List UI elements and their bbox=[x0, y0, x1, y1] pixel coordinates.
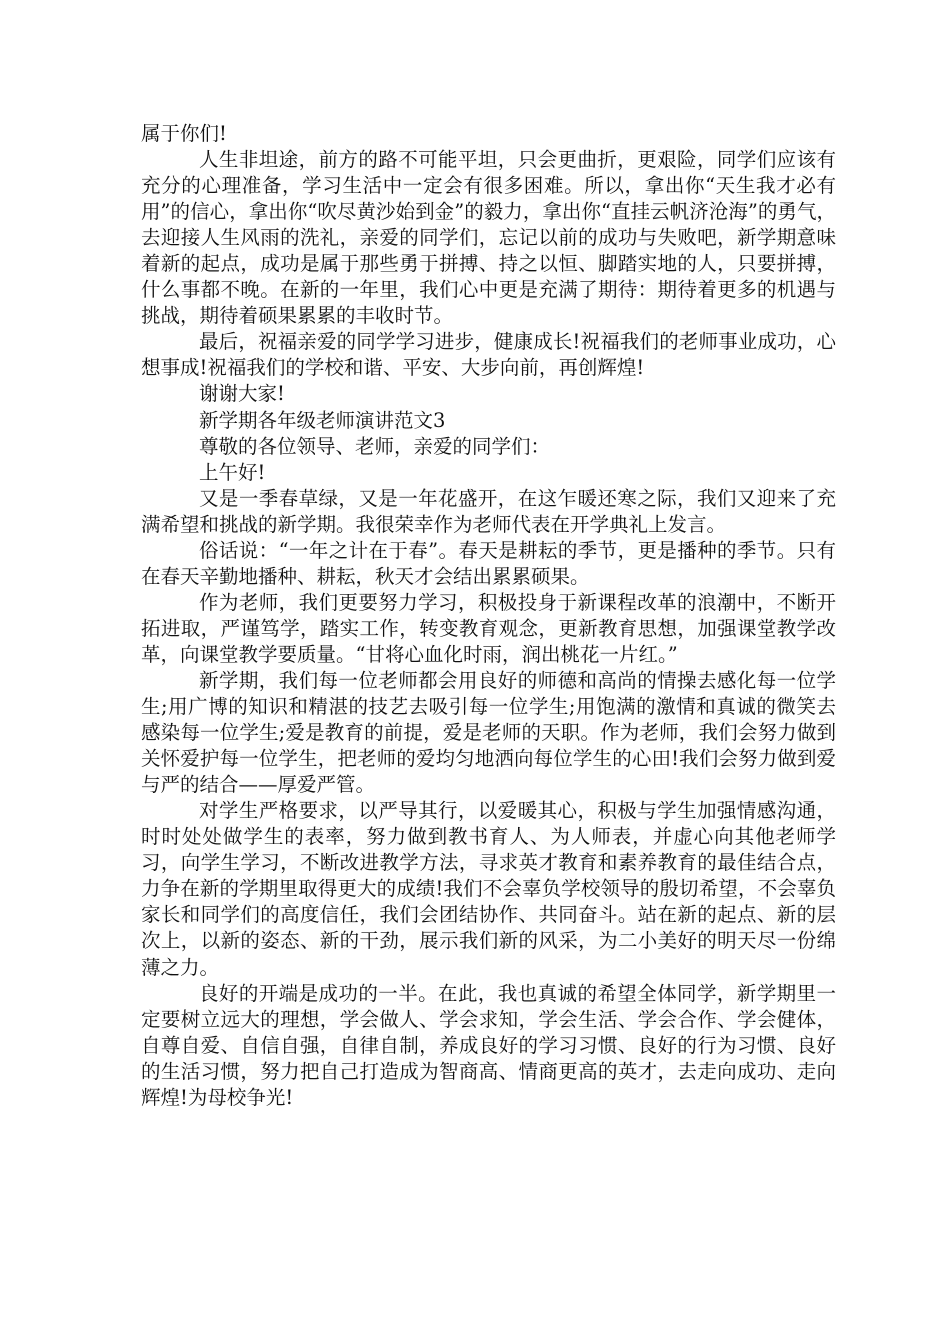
greeting: 上午好! bbox=[199, 460, 266, 484]
section-heading: 新学期各年级老师演讲范文3 bbox=[199, 408, 446, 432]
document-body bbox=[141, 121, 836, 1111]
paragraph-9: 俗话说：“一年之计在于春”。春天是耕耘的季节，更是播种的季节。只有在春天辛勤地播种、耕耘，秋天才会结出累累硕果。 bbox=[141, 538, 836, 588]
paragraph-3: 最后，祝福亲爱的同学学习进步，健康成长!祝福我们的老师事业成功，心想事成!祝福我们的学校和谐、平安、大步向前，再创辉煌! bbox=[141, 330, 836, 380]
paragraph-8: 又是一季春草绿，又是一年花盛开，在这乍暖还寒之际，我们又迎来了充满希望和挑战的新学期。我很荣幸作为老师代表在开学典礼上发言。 bbox=[141, 486, 836, 536]
paragraph-4: 谢谢大家! bbox=[199, 382, 285, 406]
paragraph-10: 作为老师，我们更要努力学习，积极投身于新课程改革的浪潮中，不断开拓进取，严谨笃学，踏实工作，转变教育观念，更新教育思想，加强课堂教学改革，向课堂教学要质量。“甘将心血化时雨，润出桃花一片红。” bbox=[141, 590, 836, 666]
paragraph-2: 人生非坦途，前方的路不可能平坦，只会更曲折，更艰险，同学们应该有充分的心理准备，学习生活中一定会有很多困难。所以，拿出你“天生我才必有用”的信心，拿出你“吹尽黄沙始到金”的毅力，拿出你“直挂云帆济沧海”的勇气，去迎接人生风雨的洗礼，亲爱的同学们，忘记以前的成功与失败吧，新学期意味着新的起点，成功是属于那些勇于拼搏、持之以恒、脚踏实地的人，只要拼搏，什么事都不晚。在新的一年里，我们心中更是充满了期待：期待着更多的机遇与挑战，期待着硕果累累的丰收时节。 bbox=[141, 148, 836, 328]
paragraph-11: 新学期，我们每一位老师都会用良好的师德和高尚的情操去感化每一位学生;用广博的知识和精湛的技艺去吸引每一位学生;用饱满的激情和真诚的微笑去感染每一位学生;爱是教育的前提，爱是老师的天职。作为老师，我们会努力做到关怀爱护每一位学生，把老师的爱均匀地洒向每位学生的心田!我们会努力做到爱与严的结合——厚爱严管。 bbox=[141, 668, 836, 797]
paragraph-1: 属于你们! bbox=[141, 122, 227, 145]
salutation: 尊敬的各位领导、老师，亲爱的同学们： bbox=[199, 434, 551, 458]
paragraph-13: 良好的开端是成功的一半。在此，我也真诚的希望全体同学，新学期里一定要树立远大的理想，学会做人、学会求知，学会生活、学会合作、学会健体，自尊自爱、自信自强，自律自制，养成良好的学习习惯、良好的行为习惯、良好的生活习惯，努力把自己打造成为智商高、情商更高的英才，去走向成功、走向辉煌!为母校争光! bbox=[141, 981, 836, 1109]
paragraph-12: 对学生严格要求，以严导其行，以爱暖其心，积极与学生加强情感沟通，时时处处做学生的表率，努力做到教书育人、为人师表，并虚心向其他老师学习，向学生学习，不断改进教学方法，寻求英才教育和素养教育的最佳结合点，力争在新的学期里取得更大的成绩!我们不会辜负学校领导的殷切希望，不会辜负家长和同学们的高度信任，我们会团结协作、共同奋斗。站在新的起点、新的层次上，以新的姿态、新的干劲，展示我们新的风采，为二小美好的明天尽一份绵薄之力。 bbox=[141, 799, 836, 979]
